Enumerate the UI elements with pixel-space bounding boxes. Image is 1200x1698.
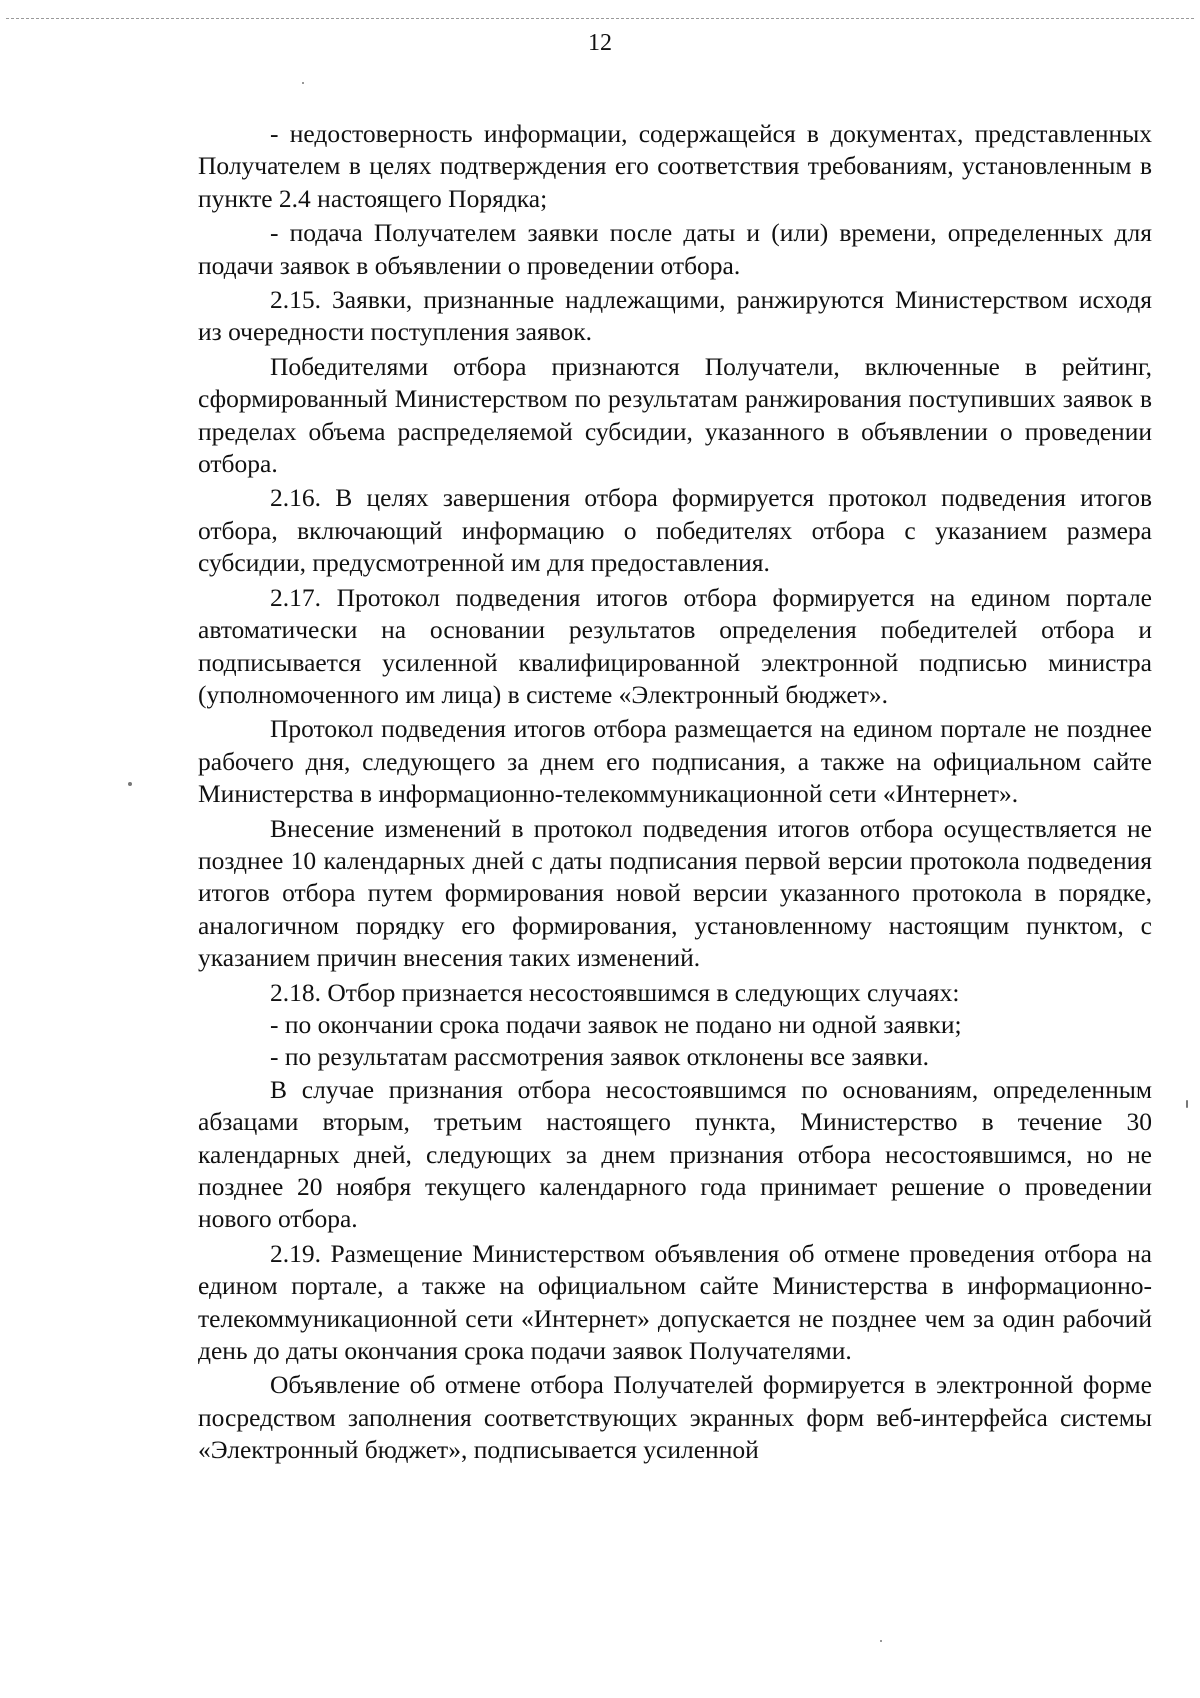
paragraph-2-16: 2.16. В целях завершения отбора формируется протокол подведения итогов отбора, включающий информацию о победителях отбора с указанием размера субсидии, предусмотренной им для предоставления. [198,483,1152,578]
paragraph-2-19: 2.19. Размещение Министерством объявления об отмене проведения отбора на едином портале, а также на официальном сайте Министерства в информационно-телекоммуникационной сети «Интернет» допускается не позднее чем за один рабочий день до даты окончания срока подачи заявок Получателями. [198,1238,1152,1366]
paragraph-late-submission: - подача Получателем заявки после даты и (или) времени, определенных для подачи заявок в объявлении о проведении отбора. [198,218,1152,280]
scan-speck [880,1640,882,1642]
scan-speck [128,782,132,786]
document-body [198,118,1152,1467]
paragraph-2-18: 2.18. Отбор признается несостоявшимся в следующих случаях: [270,977,960,1007]
paragraph-protocol-changes: Внесение изменений в протокол подведения итогов отбора осуществляется не позднее 10 календарных дней с даты подписания первой версии протокола подведения итогов отбора путем формирования новой версии указанного протокола в порядке, аналогичном порядку его формирования, установленному настоящим пунктом, с указанием причин внесения таких изменений. [198,813,1152,973]
scan-border [6,18,1194,19]
paragraph-all-rejected: - по результатам рассмотрения заявок отклонены все заявки. [270,1042,929,1072]
paragraph-protocol-publication: Протокол подведения итогов отбора размещается на едином портале не позднее рабочего дня, следующего за днем его подписания, а также на официальном сайте Министерства в информационно-телекоммуникационной сети «Интернет». [198,714,1152,809]
scan-speck [302,82,304,84]
page-number: 12 [588,30,612,56]
paragraph-2-17: 2.17. Протокол подведения итогов отбора формируется на едином портале автоматически на основании результатов определения победителей отбора и подписывается усиленной квалифицированной электронной подписью министра (уполномоченного им лица) в системе «Электронный бюджет». [198,582,1152,709]
scan-speck [1186,1100,1188,1108]
paragraph-failed-selection: В случае признания отбора несостоявшимся по основаниям, определенным абзацами вторым, третьим настоящего пункта, Министерство в течение 30 календарных дней, следующих за днем признания отбора несостоявшимся, но не позднее 20 ноября текущего календарного года принимает решение о проведении нового отбора. [198,1074,1152,1234]
paragraph-winners: Победителями отбора признаются Получатели, включенные в рейтинг, сформированный Министерством по результатам ранжирования поступивших заявок в пределах объема распределяемой субсидии, указанного в объявлении о проведении отбора. [198,351,1152,479]
paragraph-no-applications: - по окончании срока подачи заявок не подано ни одной заявки; [270,1009,962,1039]
paragraph-unreliable-information: - недостоверность информации, содержащейся в документах, представленных Получателем в целях подтверждения его соответствия требованиям, установленным в пункте 2.4 настоящего Порядка; [198,119,1152,213]
paragraph-2-15: 2.15. Заявки, признанные надлежащими, ранжируются Министерством исходя из очередности поступления заявок. [198,285,1152,347]
paragraph-cancellation-notice: Объявление об отмене отбора Получателей формируется в электронной форме посредством заполнения соответствующих экранных форм веб-интерфейса системы «Электронный бюджет», подписывается усиленной [198,1370,1152,1465]
